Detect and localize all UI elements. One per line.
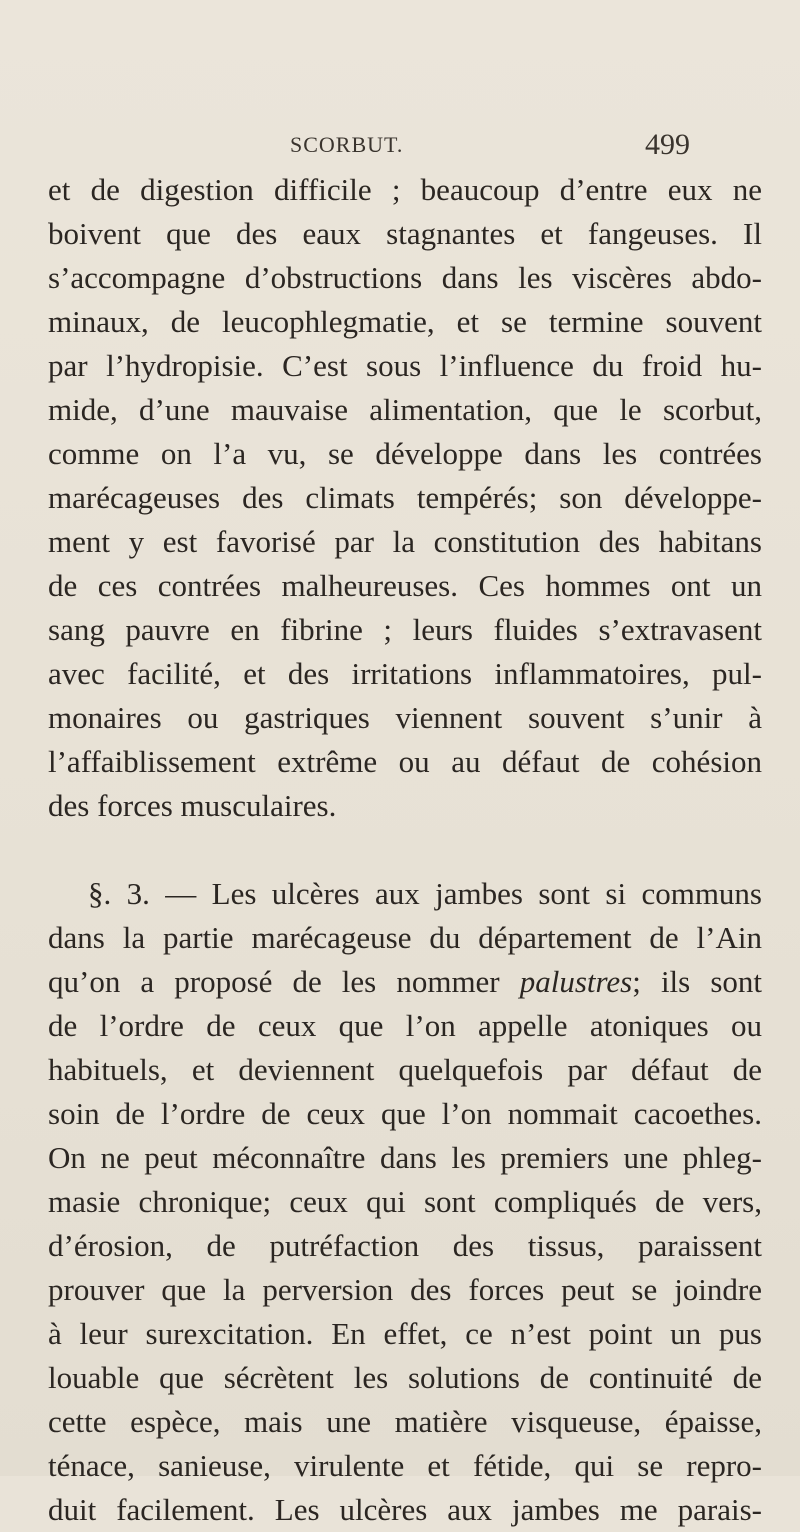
text-line: marécageuses des climats tempérés; son développe- — [48, 480, 762, 515]
paragraph-2 — [48, 872, 762, 1532]
italic-term: palustres — [519, 964, 633, 999]
text-line: duit facilement. Les ulcères aux jambes me parais- — [48, 1492, 762, 1527]
running-title: SCORBUT. — [290, 132, 404, 157]
text-line: par l’hydropisie. C’est sous l’influence du froid hu- — [48, 348, 762, 383]
text-line: boivent que des eaux stagnantes et fangeuses. Il — [48, 216, 762, 251]
text-line: prouver que la perversion des forces peut se joindre — [48, 1272, 762, 1307]
text-line: louable que sécrètent les solutions de continuité de — [48, 1360, 762, 1395]
paragraph-1 — [48, 168, 762, 828]
text-line: et de digestion difficile ; beaucoup d’entre eux ne — [48, 172, 762, 207]
text-line: à leur surexcitation. En effet, ce n’est point un pus — [48, 1316, 762, 1351]
text-line: On ne peut méconnaître dans les premiers une phleg- — [48, 1140, 762, 1175]
text-line: minaux, de leucophlegmatie, et se termine souvent — [48, 304, 762, 339]
page-number: 499 — [645, 128, 690, 161]
running-head — [290, 128, 690, 168]
text-line: de ces contrées malheureuses. Ces hommes ont un — [48, 568, 762, 603]
text-line: habituels, et deviennent quelquefois par défaut de — [48, 1052, 762, 1087]
text-line: des forces musculaires. — [48, 788, 337, 823]
text-line: de l’ordre de ceux que l’on appelle atoniques ou — [48, 1008, 762, 1043]
text-line: ténace, sanieuse, virulente et fétide, qui se repro- — [48, 1448, 762, 1483]
text-line: dans la partie marécageuse du département de l’Ain — [48, 920, 762, 955]
text-line: sang pauvre en fibrine ; leurs fluides s’extravasent — [48, 612, 762, 647]
paragraph-spacer — [48, 828, 762, 872]
text-line-with-italic — [48, 960, 762, 1004]
text-line: s’accompagne d’obstructions dans les viscères abdo- — [48, 260, 762, 295]
text-line: cette espèce, mais une matière visqueuse, épaisse, — [48, 1404, 762, 1439]
text-segment: ; ils sont — [632, 964, 762, 999]
text-line: mide, d’une mauvaise alimentation, que le scorbut, — [48, 392, 762, 427]
text-line: ment y est favorisé par la constitution des habitans — [48, 524, 762, 559]
section-heading-line: §. 3. — Les ulcères aux jambes sont si communs — [88, 876, 762, 911]
text-line: masie chronique; ceux qui sont compliqués de vers, — [48, 1184, 762, 1219]
text-line: soin de l’ordre de ceux que l’on nommait cacoethes. — [48, 1096, 762, 1131]
text-line: l’affaiblissement extrême ou au défaut de cohésion — [48, 744, 762, 779]
text-segment: qu’on a proposé de les nommer — [48, 964, 520, 999]
text-line: monaires ou gastriques viennent souvent s’unir à — [48, 700, 762, 735]
text-line: comme on l’a vu, se développe dans les contrées — [48, 436, 762, 471]
body-text — [48, 168, 762, 1532]
text-line: d’érosion, de putréfaction des tissus, paraissent — [48, 1228, 762, 1263]
text-line: avec facilité, et des irritations inflammatoires, pul- — [48, 656, 762, 691]
